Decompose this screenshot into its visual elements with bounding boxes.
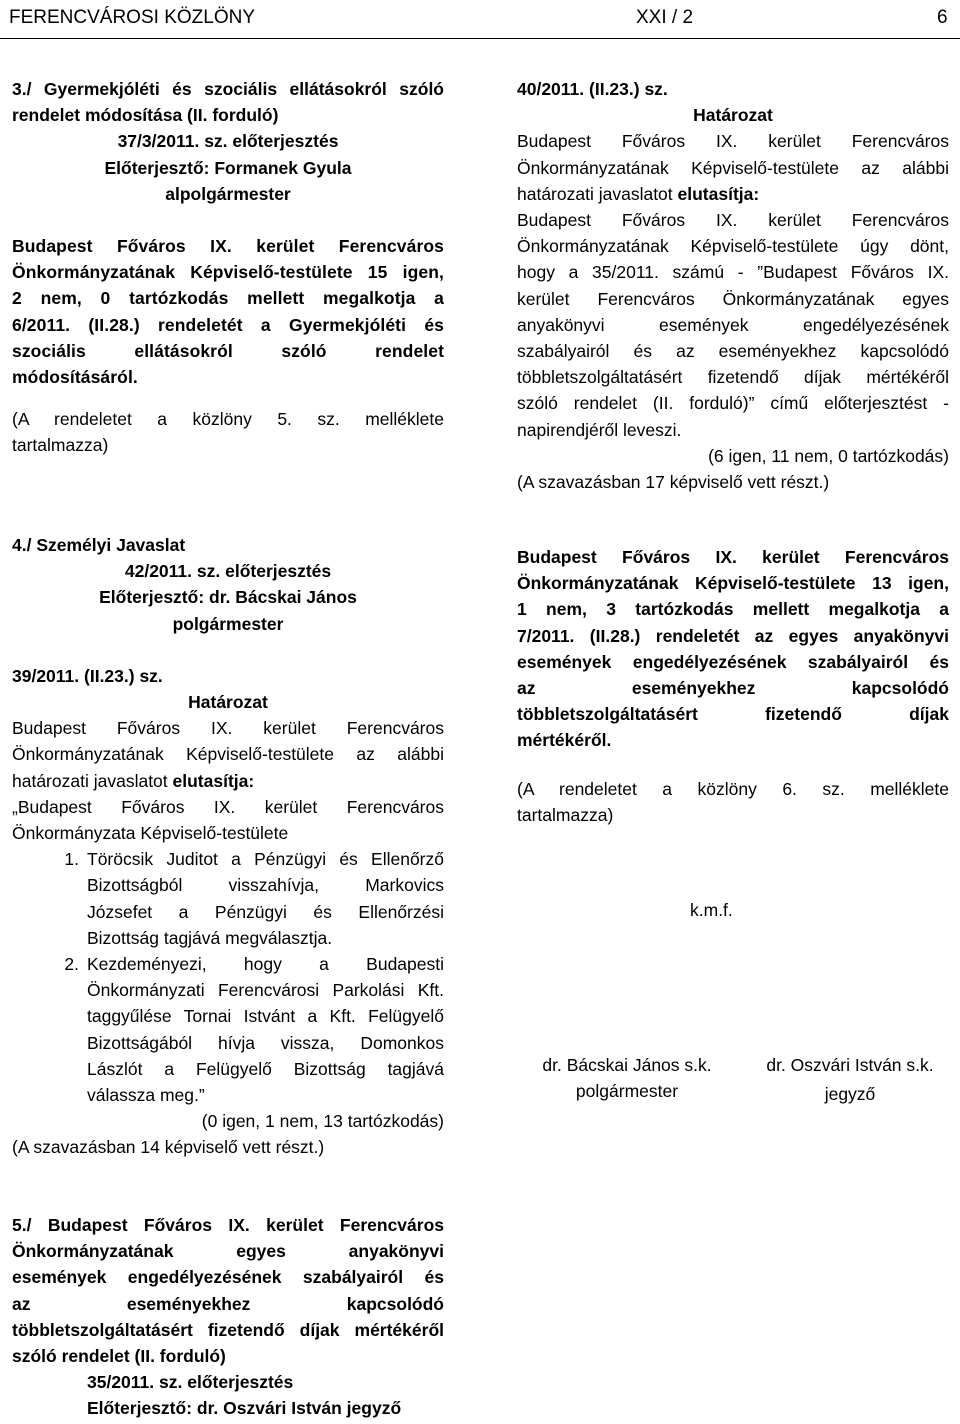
resolution-39-intro-rejects: határozati javaslatot elutasítja: (12, 770, 255, 791)
signature-mayor (522, 1052, 732, 1104)
decree-7-line: Budapest Főváros IX. kerület Ferencváros (517, 547, 949, 567)
resolution-40-text: Budapest Főváros IX. kerület Ferencváros (517, 210, 949, 231)
resolution-40 (517, 76, 949, 495)
item-line: Lászlót a Felügyelő Bizottság tagjává (87, 1058, 444, 1079)
item-line: Józsefet a Pénzügyi és Ellenőrzési (87, 901, 444, 922)
item-line: válassza meg.” (87, 1085, 205, 1106)
resolution-40-intro: Budapest Főváros IX. kerület Ferencváros (517, 131, 949, 152)
resolution-40-intro: Önkormányzatának Képviselő-testülete az alábbi (517, 157, 949, 178)
resolution-39-quote: „Budapest Főváros IX. kerület Ferencváros (12, 796, 444, 817)
section-5-title-line: Önkormányzatának egyes anyakönyvi (12, 1241, 444, 1262)
decree-7-line: többletszolgáltatásért fizetendő díjak (517, 704, 949, 725)
item-line: Töröcsik Juditot a Pénzügyi és Ellenőrző (87, 849, 444, 870)
resolution-40-text: napirendjéről leveszi. (517, 419, 682, 440)
section-3 (12, 76, 444, 459)
decree-7-line: mértékéről. (517, 730, 612, 751)
signature-mayor-name: dr. Bácskai János s.k. (542, 1055, 712, 1075)
resolution-39-quote: Önkormányzata Képviselő-testülete (12, 823, 289, 844)
resolution-40-text: Önkormányzatának Képviselő-testülete úgy dönt, (517, 236, 949, 257)
decree-7-line: 7/2011. (II.28.) rendeletét az egyes anyakönyvi (517, 625, 949, 646)
page-header (0, 0, 960, 39)
resolution-39-item-1 (12, 846, 444, 951)
section-5-title-line: többletszolgáltatásért fizetendő díjak mértékéről (12, 1319, 444, 1340)
publication-title: FERENCVÁROSI KÖZLÖNY (9, 7, 255, 28)
section-5-title-line: szóló rendelet (II. forduló) (12, 1346, 226, 1367)
item-line: Bizottságából hívja vissza, Domonkos (87, 1032, 444, 1053)
section-4 (12, 532, 444, 1161)
decree-7-note: (A rendeletet a közlöny 6. sz. melléklete (517, 778, 949, 799)
resolution-40-text: szabályairól és az eseményekhez kapcsolódó (517, 341, 949, 362)
item-line: Kezdeményezi, hogy a Budapesti (87, 954, 444, 975)
signature-notary-name: dr. Oszvári István s.k. (766, 1055, 934, 1075)
section-5-presenter: Előterjesztő: dr. Oszvári István jegyző (87, 1398, 402, 1419)
resolution-39-number: 39/2011. (II.23.) sz. (12, 665, 163, 686)
section-3-presenter: Előterjesztő: Formanek Gyula (104, 157, 352, 178)
section-3-body-line: módosításáról. (12, 367, 138, 388)
section-3-title-line2: rendelet módosítása (II. forduló) (12, 105, 279, 126)
resolution-40-text: hogy a 35/2011. számú - ”Budapest Főváros IX. (517, 262, 949, 283)
kmf-mark: k.m.f. (690, 900, 733, 920)
resolution-40-number: 40/2011. (II.23.) sz. (517, 79, 668, 99)
signature-notary-role: jegyző (824, 1084, 876, 1104)
resolution-40-vote: (6 igen, 11 nem, 0 tartózkodás) (708, 445, 949, 466)
section-4-title: 4./ Személyi Javaslat (12, 535, 186, 555)
decree-7-line: az eseményekhez kapcsolódó (517, 678, 949, 699)
resolution-40-heading: Határozat (693, 105, 773, 126)
section-3-body-line: 2 nem, 0 tartózkodás mellett megalkotja a (12, 288, 444, 309)
resolution-40-text: szóló rendelet (II. forduló)” című előterjesztést - (517, 393, 949, 414)
item-number: 1. (64, 849, 79, 870)
resolution-40-intro-rejects: határozati javaslatot elutasítja: (517, 183, 760, 204)
issue-number: XXI / 2 (636, 7, 694, 28)
decree-7-line: 1 nem, 3 tartózkodás mellett megalkotja a (517, 599, 949, 620)
resolution-40-text: kerület Ferencváros Önkormányzatának egyes (517, 288, 949, 309)
signature-notary (745, 1052, 955, 1107)
resolution-39-intro: Önkormányzatának Képviselő-testülete az alábbi (12, 744, 444, 765)
section-3-body-line: Önkormányzatának Képviselő-testülete 15 igen, (12, 262, 444, 283)
section-5-title-line: 5./ Budapest Főváros IX. kerület Ferencváros (12, 1215, 444, 1235)
section-5 (12, 1212, 444, 1422)
resolution-40-text: többletszolgáltatásért fizetendő díjak mértékéről (517, 367, 949, 388)
section-4-presenter: Előterjesztő: dr. Bácskai János (99, 587, 357, 608)
section-3-body-line: 6/2011. (II.28.) rendeletét a Gyermekjóléti és (12, 314, 444, 335)
signature-mayor-role: polgármester (575, 1081, 679, 1101)
section-3-note: (A rendeletet a közlöny 5. sz. melléklete (12, 409, 444, 430)
resolution-40-present: (A szavazásban 17 képviselő vett részt.) (517, 472, 830, 493)
section-3-body-line: Budapest Főváros IX. kerület Ferencváros (12, 236, 444, 257)
section-5-reference: 35/2011. sz. előterjesztés (87, 1372, 294, 1393)
page-number: 6 (937, 7, 948, 28)
resolution-39-item-2 (12, 951, 444, 1108)
resolution-39-heading: Határozat (188, 692, 268, 713)
decree-7 (517, 544, 949, 828)
resolution-39-vote: (0 igen, 1 nem, 13 tartózkodás) (201, 1111, 444, 1132)
section-3-reference: 37/3/2011. sz. előterjesztés (117, 131, 339, 152)
item-line: taggyűlése Tornai Istvánt a Kft. Felügyelő (87, 1006, 444, 1027)
section-5-title-line: események engedélyezésének szabályairól és (12, 1267, 444, 1288)
section-3-note-end: tartalmazza) (12, 435, 109, 456)
resolution-39-intro: Budapest Főváros IX. kerület Ferencváros (12, 718, 444, 739)
item-line: Bizottságból visszahívja, Markovics (87, 875, 444, 896)
item-line: Önkormányzati Ferencvárosi Parkolási Kft. (87, 980, 444, 1001)
item-line: Bizottság tagjává megválasztja. (87, 927, 333, 948)
section-4-reference: 42/2011. sz. előterjesztés (124, 561, 332, 582)
item-number: 2. (64, 954, 79, 975)
section-4-presenter-role: polgármester (172, 613, 284, 634)
decree-7-line: események engedélyezésének szabályairól és (517, 651, 949, 672)
decree-7-line: Önkormányzatának Képviselő-testülete 13 igen, (517, 573, 949, 594)
section-3-body-line: szociális ellátásokról szóló rendelet (12, 340, 444, 361)
section-5-title-line: az eseményekhez kapcsolódó (12, 1293, 444, 1314)
decree-7-note-end: tartalmazza) (517, 804, 614, 825)
section-3-title-line1: 3./ Gyermekjóléti és szociális ellátásokról szóló (12, 79, 444, 99)
resolution-40-text: anyakönyvi események engedélyezésének (517, 314, 949, 335)
section-3-presenter-role: alpolgármester (165, 183, 291, 204)
resolution-39-present: (A szavazásban 14 képviselő vett részt.) (12, 1137, 325, 1158)
